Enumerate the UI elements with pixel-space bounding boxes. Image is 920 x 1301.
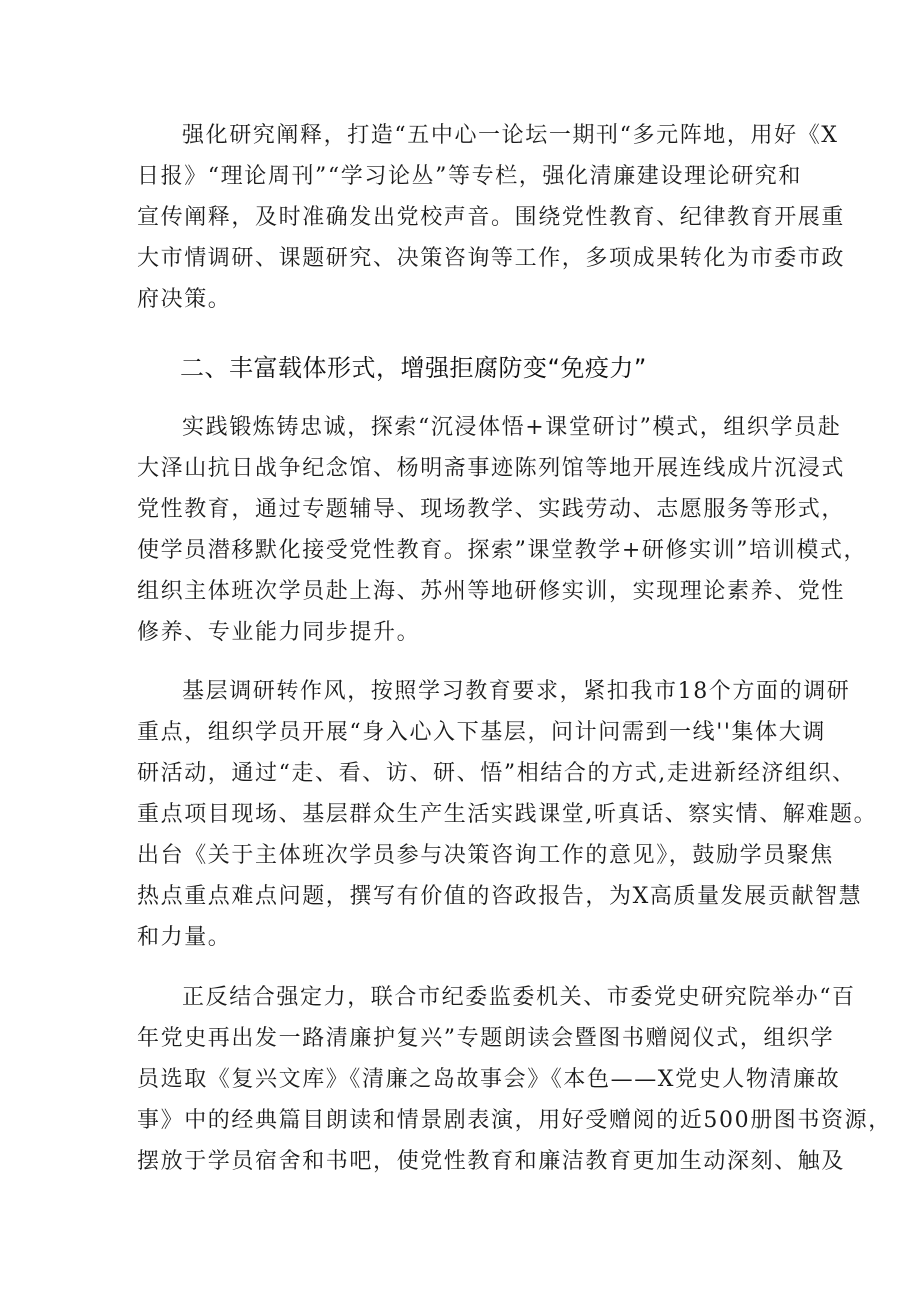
paragraph-4-line-2: 年党史再出发一路清廉护复兴”专题朗读会暨图书赠阅仪式，组织学 <box>137 1026 835 1051</box>
paragraph-1-line-3: 宣传阐释，及时准确发出党校声音。围绕党性教育、纪律教育开展重 <box>137 205 846 230</box>
paragraph-4-line-5: 摆放于学员宿舍和书吧，使党性教育和廉洁教育更加生动深刻、触及 <box>137 1149 846 1174</box>
paragraph-2-line-5: 组织主体班次学员赴上海、苏州等地研修实训，实现理论素养、党性 <box>137 579 846 604</box>
paragraph-3-line-3: 研活动，通过“走、看、访、研、悟”相结合的方式,走进新经济组织、 <box>137 761 856 786</box>
paragraph-3-line-4: 重点项目现场、基层群众生产生活实践课堂,听真话、察实情、解难题。 <box>137 802 878 827</box>
paragraph-4-line-4: 事》中的经典篇目朗读和情景剧表演，用好受赠阅的近500册图书资源， <box>137 1108 892 1133</box>
paragraph-1-line-2: 日报》“理论周刊”“学习论丛”等专栏，强化清廉建设理论研究和 <box>137 164 802 189</box>
paragraph-4-line-3: 员选取《复兴文库》《清廉之岛故事会》《本色——X党史人物清廉故 <box>137 1067 841 1092</box>
paragraph-2-line-2: 大泽山抗日战争纪念馆、杨明斋事迹陈列馆等地开展连线成片沉浸式 <box>137 456 846 481</box>
section-heading: 二、丰富载体形式，增强拒腐防变“免疫力” <box>180 354 647 382</box>
paragraph-3-line-5: 出台《关于主体班次学员参与决策咨询工作的意见》，鼓励学员聚焦 <box>137 843 835 868</box>
paragraph-2-line-4: 使学员潜移默化接受党性教育。探索”课堂教学+研修实训”培训模式， <box>137 538 868 563</box>
paragraph-3-line-7: 和力量。 <box>137 925 232 950</box>
paragraph-1-line-1: 强化研究阐释，打造“五中心一论坛一期刊“多元阵地，用好《X <box>182 123 839 148</box>
paragraph-3-line-2: 重点，组织学员开展“身入心入下基层，问计问需到一线''集体大调 <box>137 720 826 745</box>
paragraph-2-line-6: 修养、专业能力同步提升。 <box>137 620 421 645</box>
paragraph-3-line-1: 基层调研转作风，按照学习教育要求，紧扣我市18个方面的调研 <box>182 679 851 704</box>
paragraph-1-line-4: 大市情调研、课题研究、决策咨询等工作，多项成果转化为市委市政 <box>137 246 846 271</box>
paragraph-2-line-3: 党性教育，通过专题辅导、现场教学、实践劳动、志愿服务等形式， <box>137 497 846 522</box>
paragraph-4-line-1: 正反结合强定力，联合市纪委监委机关、市委党史研究院举办“百 <box>182 985 856 1010</box>
paragraph-3-line-6: 热点重点难点问题，撰写有价值的咨政报告，为X高质量发展贡献智慧 <box>137 884 863 909</box>
paragraph-1-line-5: 府决策。 <box>137 287 232 312</box>
paragraph-2-line-1: 实践锻炼铸忠诚，探索“沉浸体悟+课堂研讨”模式，组织学员赴 <box>182 415 842 440</box>
